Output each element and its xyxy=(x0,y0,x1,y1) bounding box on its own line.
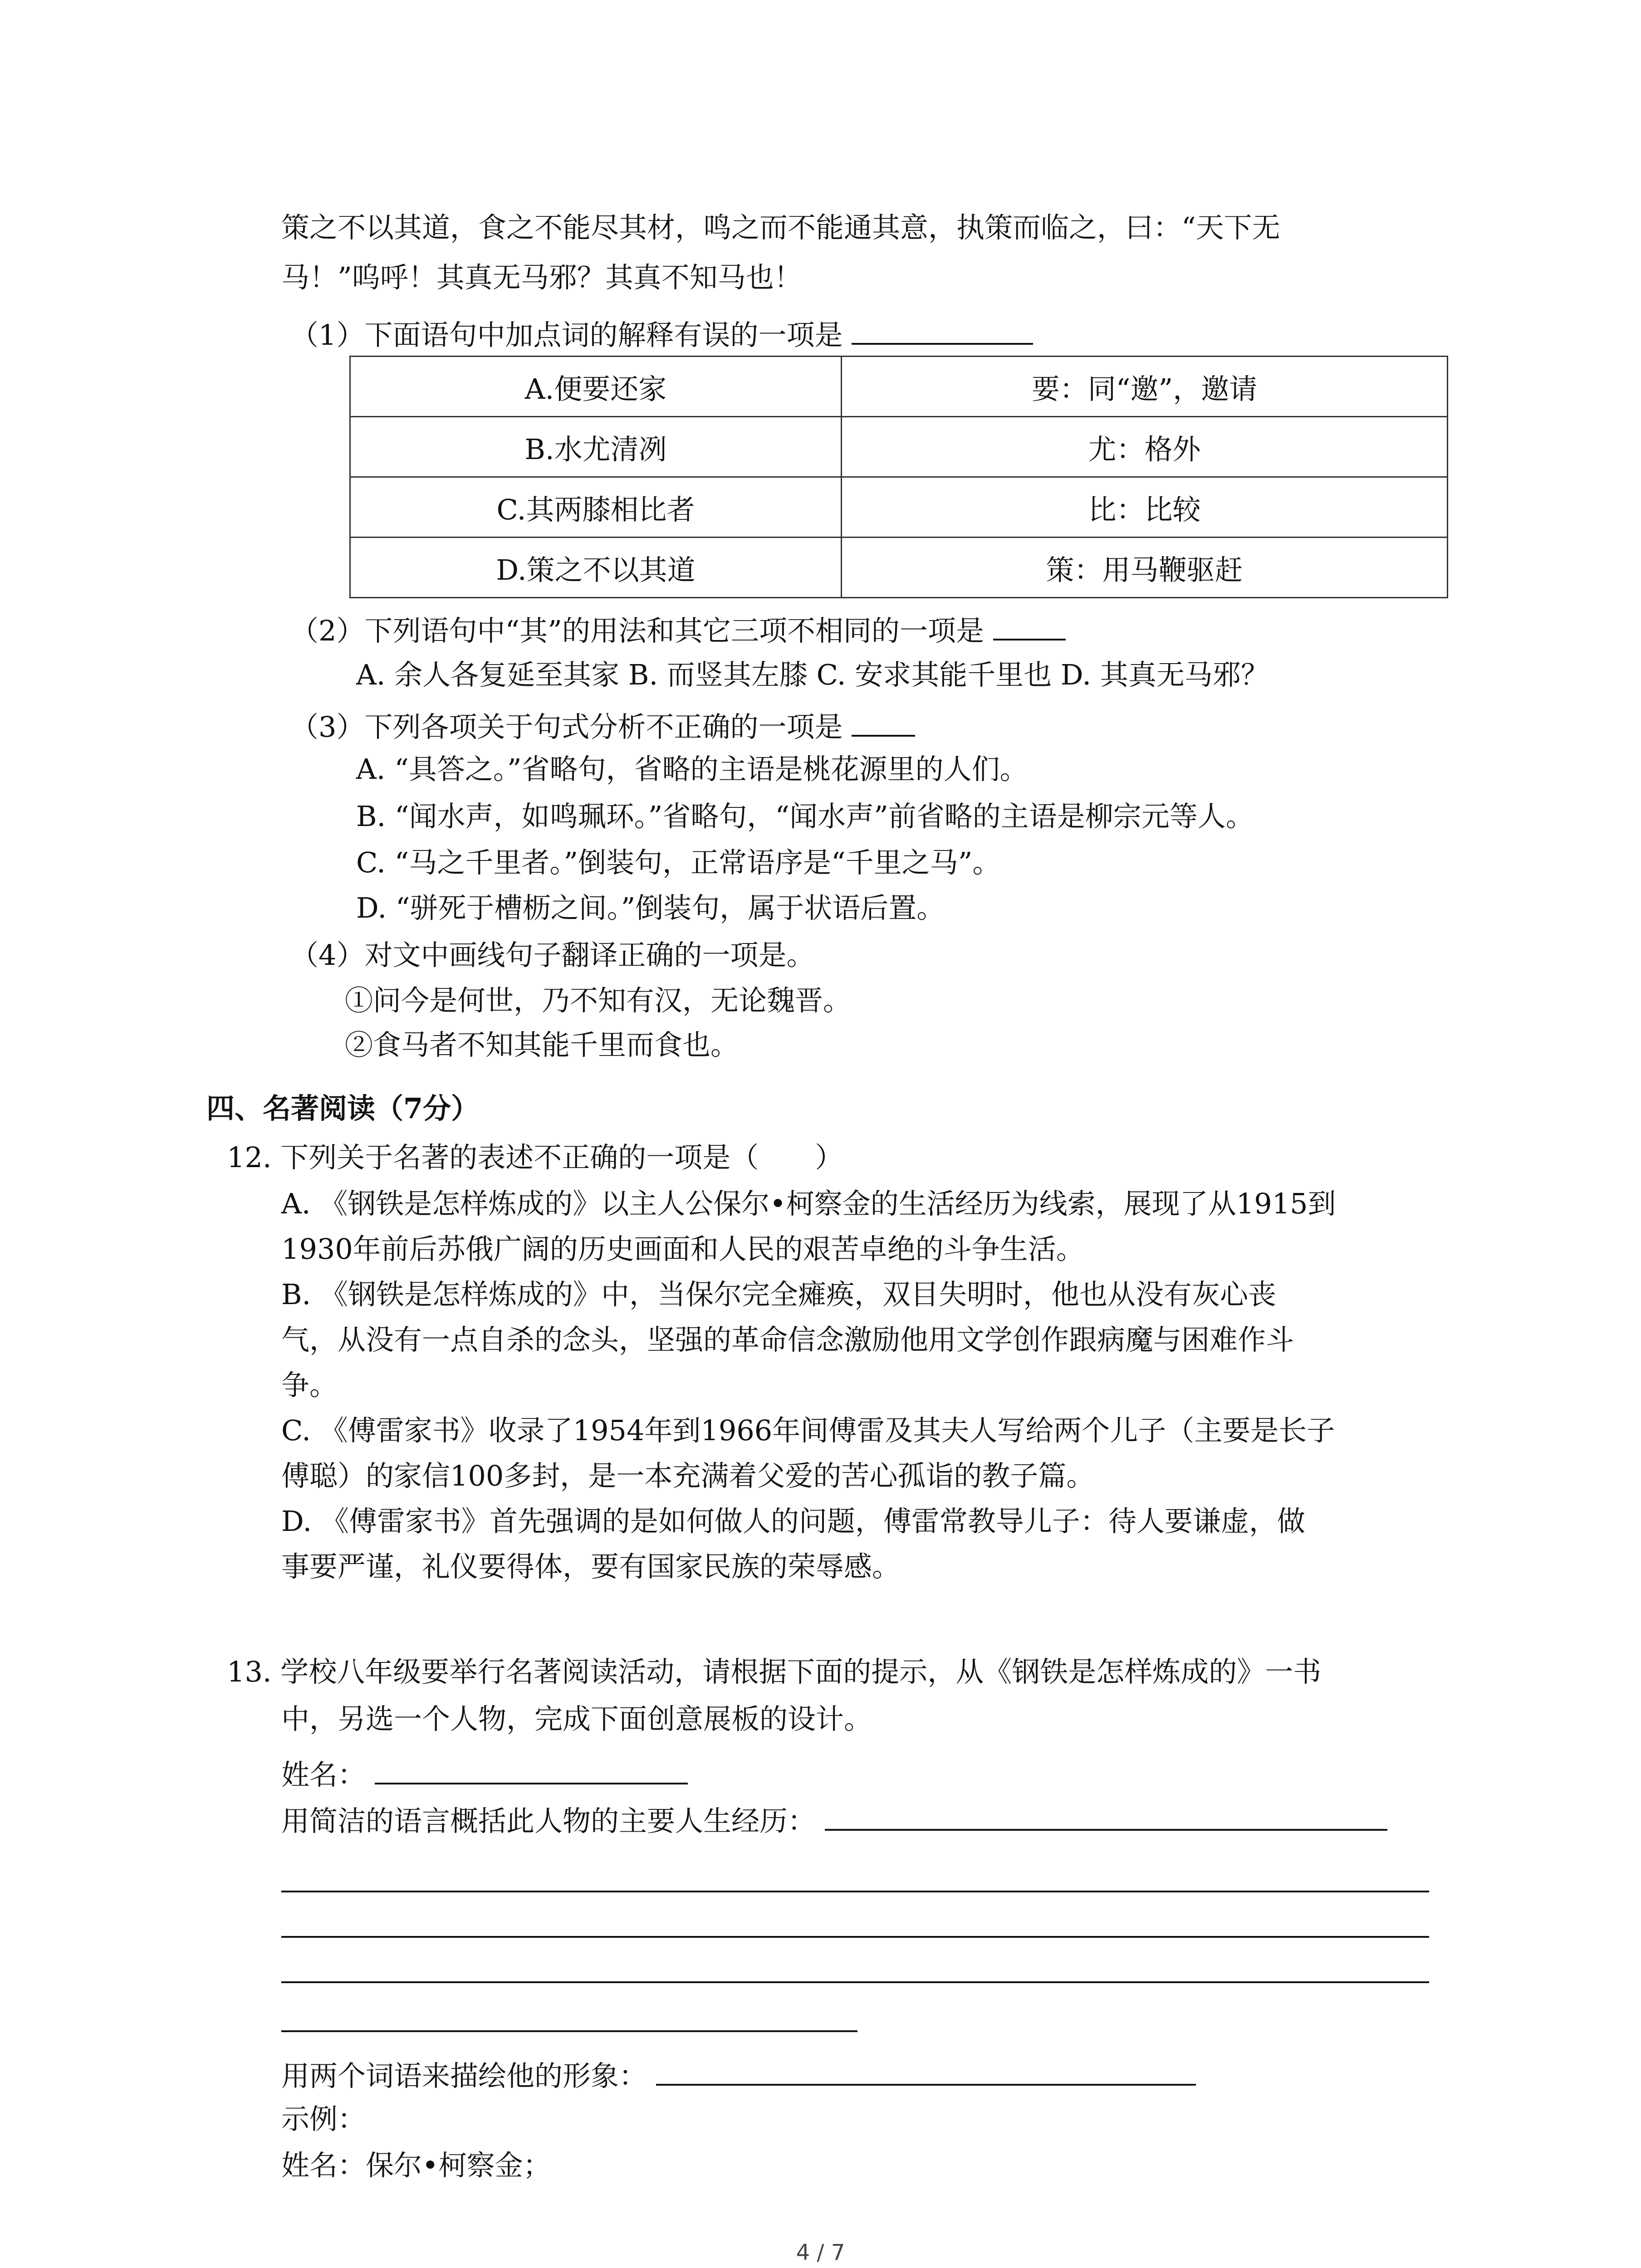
page-number: 4 / 7 xyxy=(796,2240,845,2265)
passage-line-1: 策之不以其道，食之不能尽其材，鸣之而不能通其意，执策而临之，曰：“天下无 xyxy=(281,211,1280,244)
q1-row-c-left: C.其两膝相比者 xyxy=(350,477,842,538)
section-4-title: 四、名著阅读（7分） xyxy=(206,1092,480,1125)
q3-answer-blank[interactable] xyxy=(852,706,915,737)
q1-row-b-right: 尤：格外 xyxy=(842,417,1448,477)
table-row xyxy=(350,538,1448,598)
q13-answer-line[interactable] xyxy=(281,1981,1429,1983)
q3-option-a: A. “具答之。”省略句，省略的主语是桃花源里的人们。 xyxy=(356,753,1028,786)
q13-line-2: 中，另选一个人物，完成下面创意展板的设计。 xyxy=(281,1702,872,1735)
q1-row-a-right: 要：同“邀”，邀请 xyxy=(842,357,1448,417)
q1-answer-blank[interactable] xyxy=(852,314,1033,345)
q1-row-c-right: 比：比较 xyxy=(842,477,1448,538)
q13-image-row xyxy=(281,2055,1196,2094)
q1-options-table xyxy=(349,356,1448,598)
q13-experience-blank[interactable] xyxy=(825,1800,1387,1831)
q3-option-d: D. “骈死于槽枥之间。”倒装句，属于状语后置。 xyxy=(356,891,945,924)
q2-prompt xyxy=(290,610,1066,649)
q13-image-label: 用两个词语来描绘他的形象： xyxy=(281,2059,647,2092)
q4-item-1: ①问今是何世，乃不知有汉，无论魏晋。 xyxy=(345,984,852,1017)
q12-line: 气，从没有一点自杀的念头，坚强的革命信念激励他用文学创作跟病魔与困难作斗 xyxy=(281,1323,1294,1356)
q3-option-c: C. “马之千里者。”倒装句，正常语序是“千里之马”。 xyxy=(356,846,1001,879)
q2-options: A. 余人各复延至其家 B. 而竖其左膝 C. 安求其能千里也 D. 其真无马邪？ xyxy=(356,658,1269,691)
q13-experience-row xyxy=(281,1800,1387,1839)
q13-example-name: 姓名：保尔•柯察金； xyxy=(281,2149,551,2182)
q12-line: 1930年前后苏俄广阔的历史画面和人民的艰苦卓绝的斗争生活。 xyxy=(281,1232,1084,1266)
q1-row-a-left: A.便要还家 xyxy=(350,357,842,417)
q13-image-blank[interactable] xyxy=(656,2055,1196,2086)
q2-prompt-text: （2）下列语句中“其”的用法和其它三项不相同的一项是 xyxy=(290,614,984,647)
q2-answer-blank[interactable] xyxy=(993,610,1066,640)
q4-item-2: ②食马者不知其能千里而食也。 xyxy=(345,1028,739,1061)
q12-line: C. 《傅雷家书》收录了1954年到1966年间傅雷及其夫人写给两个儿子（主要是长子 xyxy=(281,1414,1335,1447)
q3-option-b: B. “闻水声，如鸣珮环。”省略句，“闻水声”前省略的主语是柳宗元等人。 xyxy=(356,800,1254,833)
q12-line: 傅聪）的家信100多封，是一本充满着父爱的苦心孤诣的教子篇。 xyxy=(281,1459,1095,1492)
q12-line: 事要严谨，礼仪要得体，要有国家民族的荣辱感。 xyxy=(281,1550,901,1583)
q3-prompt xyxy=(290,706,915,745)
q13-answer-line[interactable] xyxy=(281,1891,1429,1892)
q13-answer-line[interactable] xyxy=(281,2030,857,2032)
q3-prompt-text: （3）下列各项关于句式分析不正确的一项是 xyxy=(290,710,843,743)
table-row xyxy=(350,417,1448,477)
q13-answer-line[interactable] xyxy=(281,1936,1429,1938)
q13-name-label: 姓名： xyxy=(281,1758,366,1791)
q1-row-d-left: D.策之不以其道 xyxy=(350,538,842,598)
q13-line-1: 13. 学校八年级要举行名著阅读活动，请根据下面的提示，从《钢铁是怎样炼成的》一书 xyxy=(227,1655,1322,1688)
q12-line: D. 《傅雷家书》首先强调的是如何做人的问题，傅雷常教导儿子：待人要谦虚，做 xyxy=(281,1505,1305,1538)
q4-prompt: （4）对文中画线句子翻译正确的一项是。 xyxy=(290,938,815,972)
passage-line-2: 马！”呜呼！其真无马邪？其真不知马也！ xyxy=(281,261,802,294)
q1-prompt xyxy=(290,314,1033,353)
q12-line: B. 《钢铁是怎样炼成的》中，当保尔完全瘫痪，双目失明时，他也从没有灰心丧 xyxy=(281,1278,1276,1311)
q13-experience-label: 用简洁的语言概括此人物的主要人生经历： xyxy=(281,1804,816,1838)
q13-name-blank[interactable] xyxy=(375,1754,688,1784)
q12-line: 争。 xyxy=(281,1369,338,1402)
q12-prompt: 12. 下列关于名著的表述不正确的一项是（ ） xyxy=(227,1141,843,1174)
q12-line: A. 《钢铁是怎样炼成的》以主人公保尔•柯察金的生活经历为线索，展现了从1915到 xyxy=(281,1187,1336,1220)
q13-example-label: 示例： xyxy=(281,2102,366,2136)
q13-name-row xyxy=(281,1754,688,1793)
table-row xyxy=(350,357,1448,417)
table-row xyxy=(350,477,1448,538)
q1-prompt-text: （1）下面语句中加点词的解释有误的一项是 xyxy=(290,318,843,352)
q1-row-d-right: 策：用马鞭驱赶 xyxy=(842,538,1448,598)
q1-row-b-left: B.水尤清冽 xyxy=(350,417,842,477)
